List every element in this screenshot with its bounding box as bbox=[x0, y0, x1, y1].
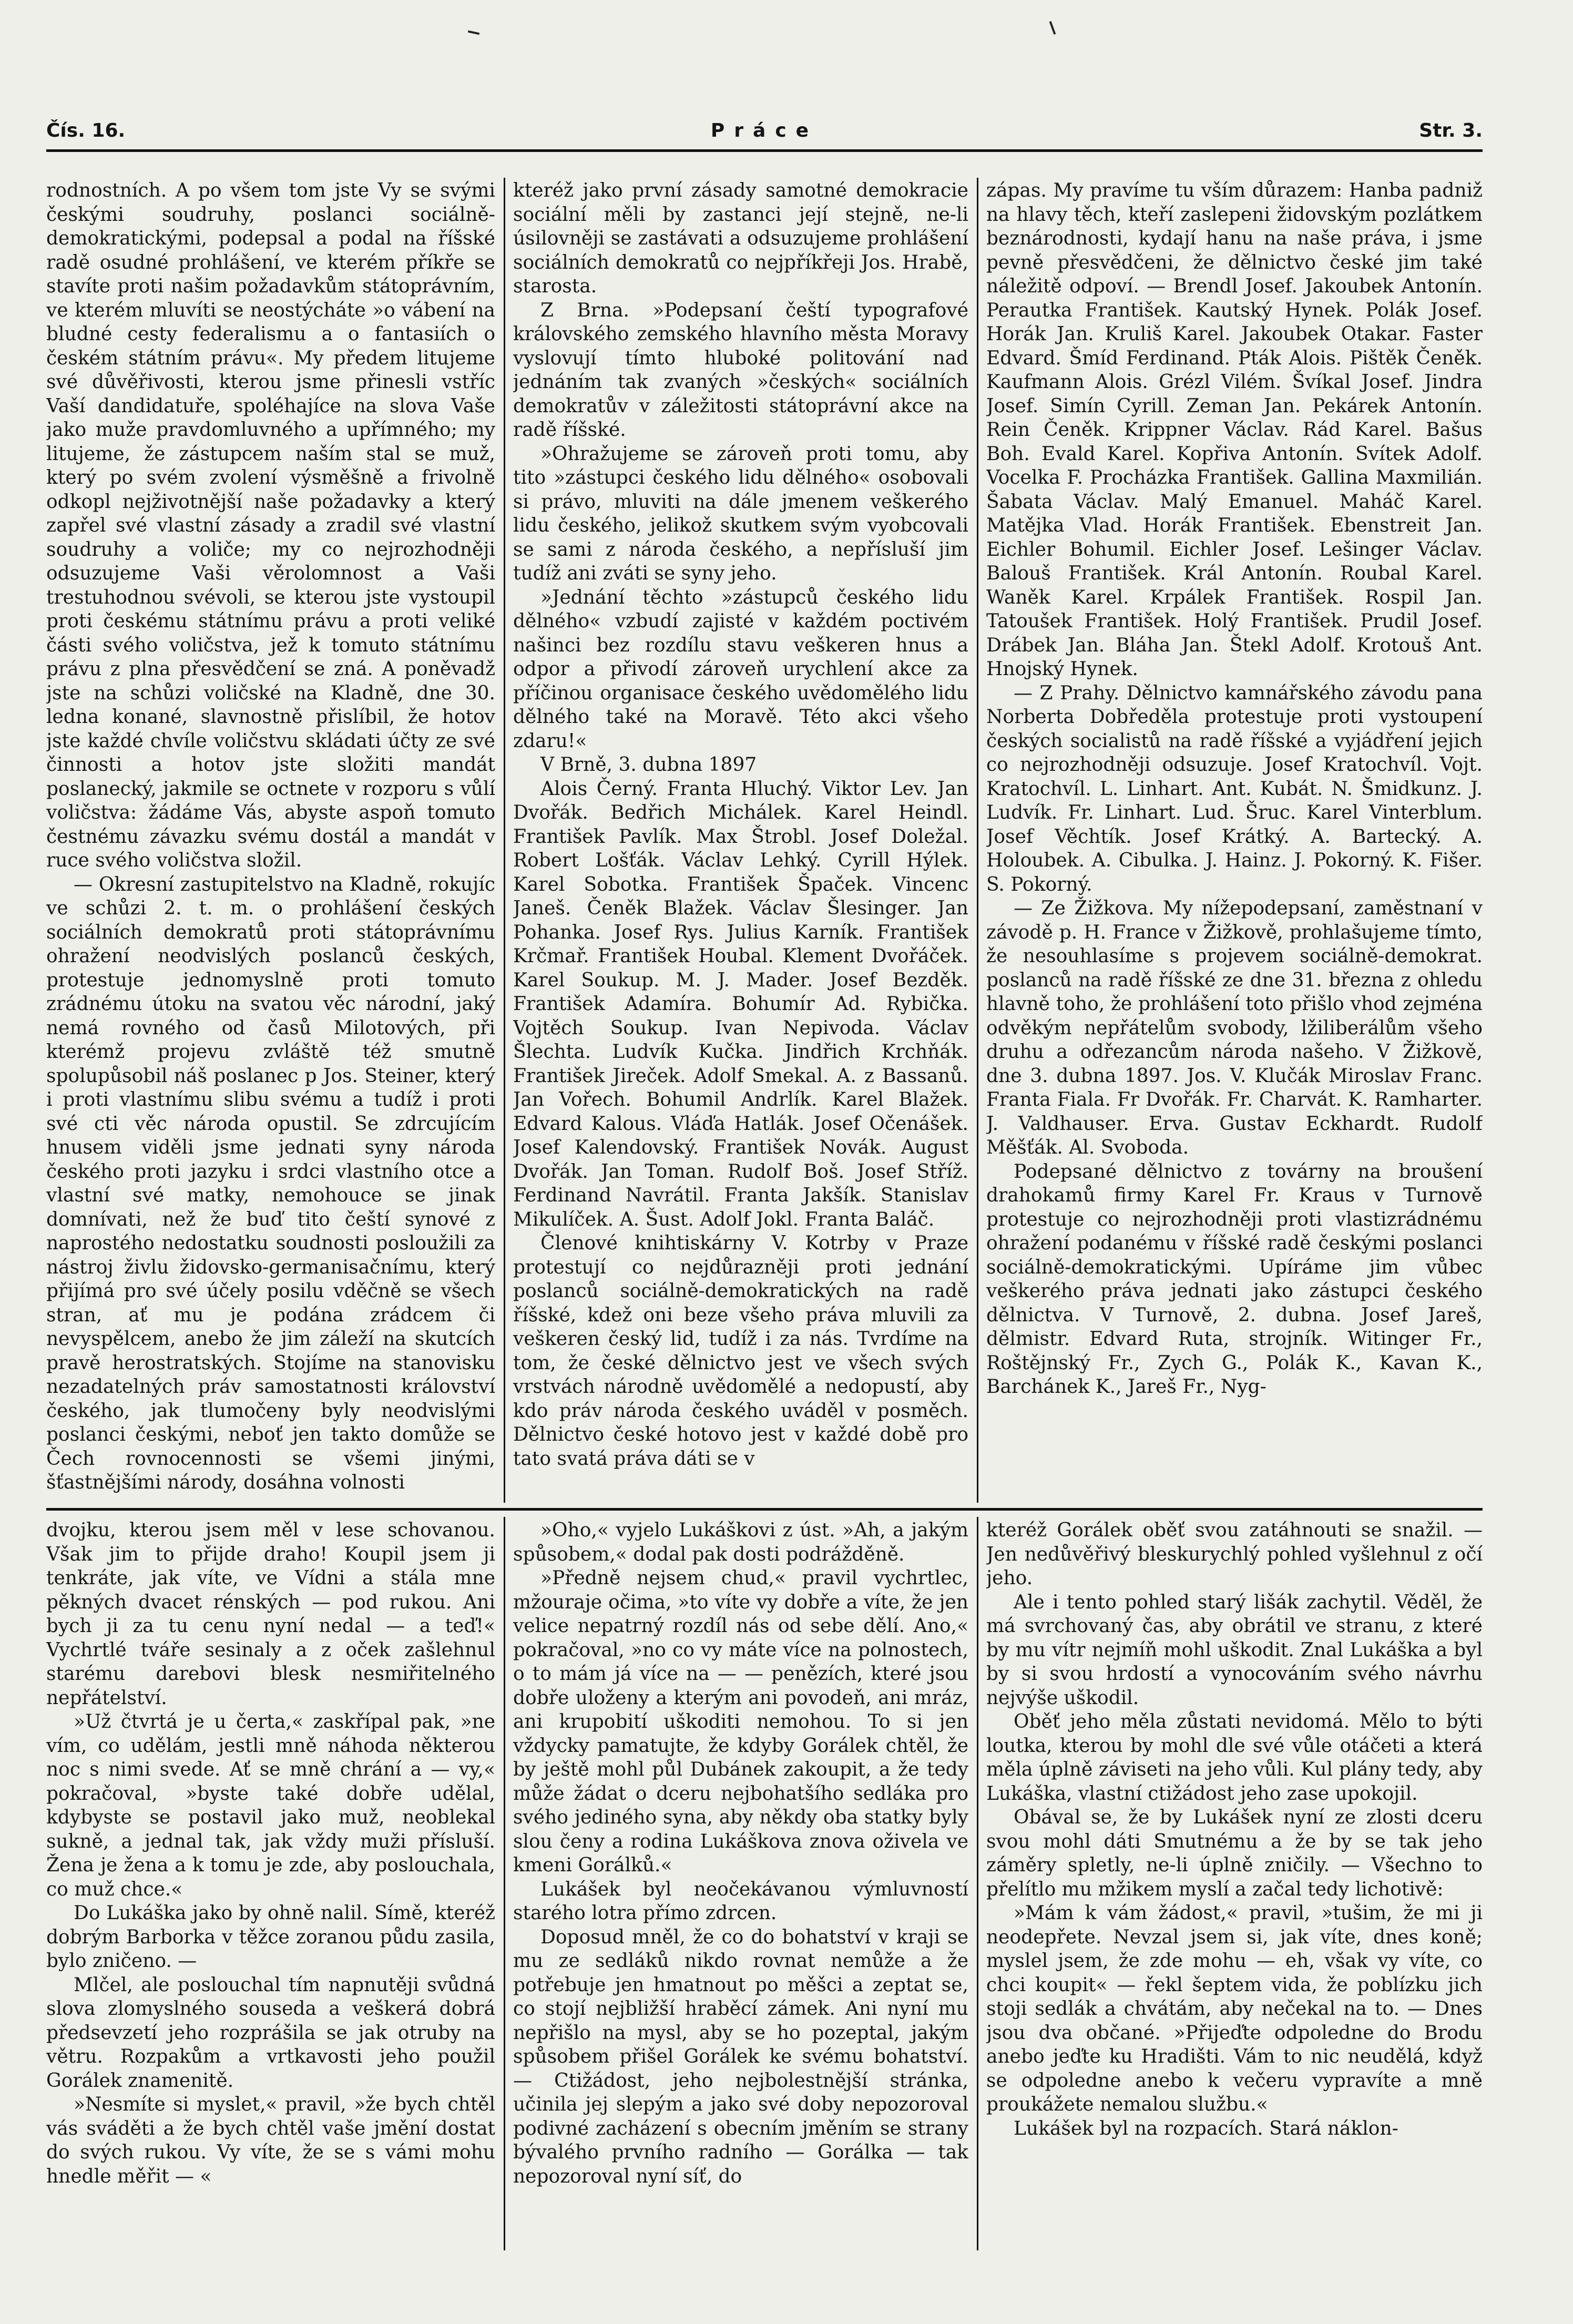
paragraph: Ale i tento pohled starý lišák zachytil. Věděl, že má svrchovaný čas, aby obrátil ve stranu, z které by mu vítr nejmíň mohl uškodit. Znal Lukáška a byl by si svou hrdostí a vynocováním svého návrhu nejvýše uškodil. bbox=[986, 1591, 1483, 1709]
newspaper-title: Práce bbox=[710, 120, 819, 141]
paragraph: »Předně nejsem chud,« pravil vychrtlec, mžouraje očima, »to víte vy dobře a víte, že jen velice nepatrný rozdíl nás od sebe dělí. Ano,« pokračoval, »no co vy máte více na polnostech, o to mám já více na — — penězích, které jsou dobře uloženy a kterým ani povodeň, ani mráz, ani krupobití uškoditi nemohou. To si jen vždycky pamatujte, že kdyby Gorálek chtěl, že by ještě mohl půl Dubánek zakoupit, a že tedy může žádat o dceru nejbohatšího sedláka pro svého jediného syna, aby někdy oba statky byly slou čeny a rodina Lukáškova znova oživela ve kmeni Gorálků.« bbox=[513, 1567, 968, 1876]
paragraph: Z Brna. »Podepsaní čeští typografové královského zemského hlavního města Moravy vyslovují tímto hluboké politování nad jednáním tak zvaných »českých« sociálních demokratův v záležitosti státoprávní akce na radě říšské. bbox=[513, 299, 968, 441]
paragraph: rodnostních. A po všem tom jste Vy se svými českými soudruhy, poslanci sociálně-demokratickými, podepsal a podal na říšské radě osudné prohlášení, ve kterém příkře se stavíte proti našim požadavkům státoprávním, ve kterém mluvíti se neostýcháte »o vábení na bludné cesty federalismu a o fantasiích o českém státním právu«. My předem litujeme své důvěřivosti, kterou jsme přinesli vstříc Vaší dandidatuře, spoléhajíce na slova Vaše jako muže pravdomluvného a upřímného; my litujeme, že zástupcem naším stal se muž, který po svém zvolení výsměšně a frivolně odkopl nejživotnější naše požadavky a který zapřel své vlastní zásady a zradil své vlastní soudruhy a voliče; my co nejrozhodněji odsuzujeme Vaši věrolomnost a Vaši trestuhodnou svévoli, se kterou jste vystoupil proti českému státnímu právu a proti veliké části svého voličstva, jež k tomuto státnímu právu z plna přesvědčení se zná. A poněvadž jste na schůzi voličské na Kladně, dne 30. ledna konané, slavnostně přislíbil, že hotov jste každé chvíle voličstvu skládati účty ze své činnosti a hotov jste složiti mandát poslanecký, jakmile se octnete v rozporu s vůlí voličstva: žádáme Vás, abyste aspoň tomuto čestnému závazku svému dostál a mandát v ruce svého voličstva složil. bbox=[46, 180, 495, 871]
paragraph: — Ze Žižkova. My nížepodepsaní, zaměstnaní v závodě p. H. France v Žižkově, prohlašujeme tímto, že nesouhlasíme s projevem sociálně-demokrat. poslanců na radě říšské ze dne 31. března z ohledu hlavně toho, že prohlášení toto přišlo vhod zejména odvěkým nepřátelům svobody, lžiliberálům všeho druhu a odřezancům národa našeho. V Žižkově, dne 3. dubna 1897. Jos. V. Klučák Miroslav Franc. Franta Fiala. Fr Dvořák. Fr. Charvát. K. Ramharter. J. Valdhauser. Erva. Gustav Eckhardt. Rudolf Měšťák. Al. Svoboda. bbox=[986, 898, 1483, 1158]
paragraph: Oběť jeho měla zůstati nevidomá. Mělo to býti loutka, kterou by mohl dle své vůle otáčeti a která měla úplně záviseti na jeho vůli. Kul plány tedy, aby Lukáška, vlastní ctižádost jeho zase upokojil. bbox=[986, 1711, 1483, 1805]
paragraph: »Mám k vám žádost,« pravil, »tušim, že mi ji neodepřete. Nevzal jsem si, jak víte, dnes koně; myslel jsem, že zde mohu — eh, však vy víte, co chci koupit« — řekl šeptem vida, že poblízku jich stoji sedlák a chvátám, aby nečekal na to. — Dnes jsou dva občané. »Přijeďte odpoledne do Brodu anebo jeďte ku Hradišti. Vám to nic neudělá, když se odpoledne anebo k večeru vypravíte a mně proukážete nemalou službu.« bbox=[986, 1902, 1483, 2115]
paragraph: zápas. My pravíme tu vším důrazem: Hanba padniž na hlavy těch, kteří zaslepeni židovským pozlátkem beznárodnosti, kydají hanu na naše práva, i jsme pevně přesvědčeni, že dělnictvo české jim také náležitě odpoví. — Brendl Josef. Jakoubek Antonín. Perautka František. Kautský Hynek. Polák Josef. Horák Jan. Kruliš Karel. Jakoubek Otakar. Faster Edvard. Šmíd Ferdinand. Pták Alois. Pištěk Čeněk. Kaufmann Alois. Grézl Vilém. Švíkal Josef. Jindra Josef. Simín Cyrill. Zeman Jan. Pekárek Antonín. Rein Čeněk. Krippner Václav. Rád Karel. Bašus Boh. Evald Karel. Kopřiva Antonín. Svítek Adolf. Vocelka F. Procházka František. Gallina Maxmilián. Šabata Václav. Malý Emanuel. Maháč Karel. Matějka Vlad. Horák František. Ebenstreit Jan. Eichler Bohumil. Eichler Josef. Lešinger Václav. Balouš František. Král Antonín. Roubal Karel. Waněk Karel. Krpálek František. Rospil Jan. Tatoušek František. Holý František. Prudil Josef. Drábek Jan. Bláha Jan. Štekl Adolf. Krotouš Ant. Hnojský Hynek. bbox=[986, 180, 1483, 680]
paragraph: Alois Černý. Franta Hluchý. Viktor Lev. Jan Dvořák. Bedřich Michálek. Karel Heindl. František Pavlík. Max Štrobl. Josef Doležal. Robert Lošťák. Václav Lehký. Cyrill Hýlek. Karel Sobotka. František Špaček. Vincenc Janeš. Čeněk Blažek. Václav Šlesinger. Jan Pohanka. Josef Rys. Julius Karník. František Krčmař. František Houbal. Klement Dvořáček. Karel Soukup. M. J. Mader. Josef Bezděk. František Adamíra. Bohumír Ad. Rybička. Vojtěch Soukup. Ivan Nepivoda. Václav Šlechta. Ludvík Kučka. Jindřich Krchňák. František Jireček. Adolf Smekal. A. z Bassanů. Jan Vořech. Bohumil Andrlík. Karel Blažek. Edvard Kalous. Vláďa Hatlák. Josef Očenášek. Josef Kalendovský. František Novák. August Dvořák. Jan Toman. Rudolf Boš. Josef Stříž. Ferdinand Navrátil. Franta Jakšík. Stanislav Mikulíček. A. Šust. Adolf Jokl. Franta Baláč. bbox=[513, 778, 968, 1230]
news-column-1 bbox=[46, 179, 495, 1499]
story-column-1 bbox=[46, 1518, 495, 2249]
page-header bbox=[46, 120, 1483, 146]
column-divider bbox=[504, 178, 505, 1503]
paragraph: »Oho,« vyjelo Lukáškovi z úst. »Ah, a jakým spůsobem,« dodal pak dosti podrážděně. bbox=[513, 1520, 968, 1565]
paragraph: V Brně, 3. dubna 1897 bbox=[540, 754, 757, 776]
paragraph: — Okresní zastupitelstvo na Kladně, rokujíc ve schůzi 2. t. m. o prohlášení českých sociálních demokratů proti státoprávnímu ohražení neodvislých poslanců českých, protestuje jednomyslně proti tomuto zrádnému útoku na svatou věc národní, jaký nemá rovného od časů Milotových, při kterémž projevu zvláště též smutně spolupůsobil náš poslanec p Jos. Steiner, který i proti vlastnímu slibu svému a tudíž i proti své cti věc národa opustil. Se zdrcujícím hnusem viděli jsme jednati syny národa českého proti jazyku i srdci vlastního otce a vlastní své matky, nemohouce se jinak domnívati, než že buď tito čeští synové z naprostého nedostatku soudnosti posloužili za nástroj živlu židovsko-germanisačnímu, který přijímá pro své účely posilu vděčně se všech stran, ať mu je podána zrádcem či nevyspělcem, anebo že jim záleží na skutcích pravě herostratských. Stojíme na stanovisku nezadatelných práv samostatnosti království českého, jak tlumočeny byly neodvislými poslanci českými, neboť jen takto domůže se Čech rovnocennosti se všemi jinými, šťastnějšími národy, dosáhna volnosti bbox=[46, 873, 495, 1493]
scan-mark bbox=[468, 30, 479, 35]
paragraph: »Ohražujeme se zároveň proti tomu, aby tito »zástupci českého lidu dělného« osobovali si právo, mluviti na dále jmenem veškerého lidu českého, jelikož skutkem svým vyobcovali se sami z národa českého, a nepřísluší jim tudíž ani zváti se syny jeho. bbox=[513, 443, 968, 584]
header-rule bbox=[46, 149, 1483, 152]
paragraph: Lukášek byl neočekávanou výmluvností starého lotra přímo zdrcen. bbox=[513, 1878, 968, 1924]
page-number: Str. 3. bbox=[1419, 120, 1483, 141]
column-divider bbox=[504, 1517, 505, 2250]
paragraph: kteréž Gorálek oběť svou zatáhnouti se snažil. — Jen nedůvěřivý bleskurychlý pohled vyšlehnul z očí jeho. bbox=[986, 1520, 1483, 1589]
paragraph: Mlčel, ale poslouchal tím napnutěji svůdná slova zlomyslného souseda a veškerá dobrá předsevzetí jeho rozprášila se jak otruby na větru. Rozpakům a vrtkavosti jeho použil Gorálek znamenitě. bbox=[46, 1974, 495, 2092]
paragraph: »Nesmíte si myslet,« pravil, »že bych chtěl vás sváděti a že bych chtěl vaše jmění dostat do svých rukou. Vy víte, že se s vámi mohu hnedle měřit — « bbox=[46, 2094, 495, 2187]
news-column-3 bbox=[986, 179, 1483, 1499]
column-divider bbox=[977, 1517, 978, 2250]
paragraph: dvojku, kterou jsem měl v lese schovanou. Však jim to přijde draho! Koupil jsem ji tenkráte, jak víte, ve Vídni a stála mne pěkných dvacet rénských — pod rukou. Ani bych ji za tu cenu nyní nedal — a teď!« Vychrtlé tváře sesinaly a z oček zašlehnul starému darebovi blesk nesmiřitelného nepřátelství. bbox=[46, 1520, 495, 1709]
paragraph: — Z Prahy. Dělnictvo kamnářského závodu pana Norberta Dobředěla protestuje proti vystoupení českých socialistů na radě říšské a vyjádření jejich co nejrozhodněji odsuzuje. Josef Kratochvíl. Vojt. Kratochvíl. L. Linhart. Ant. Kubát. N. Šmidkunz. J. Ludvík. Fr. Linhart. Lud. Šruc. Karel Vinterblum. Josef Věchtík. Josef Krátký. A. Bartecký. A. Holoubek. A. Cibulka. J. Hainz. J. Pokorný. K. Fišer. S. Pokorný. bbox=[986, 682, 1483, 895]
story-column-3 bbox=[986, 1518, 1483, 2249]
paragraph: Členové knihtiskárny V. Kotrby v Praze protestují co nejdůrazněji proti jednání poslanců sociálně-demokratických na radě říšské, kdež oni beze všeho práva mluvili za veškeren český lid, tudíž i za nás. Tvrdíme na tom, že české dělnictvo jest ve všech svých vrstvách národně uvědomělé a nedopustí, aby kdo práv národa českého uváděl v posměch. Dělnictvo české hotovo jest v každé době pro tato svatá práva dáti se v bbox=[513, 1232, 968, 1470]
paragraph: Lukášek byl na rozpacích. Stará náklon- bbox=[1014, 2117, 1398, 2139]
paragraph: »Už čtvrtá je u čerta,« zaskřípal pak, »ne vím, co udělám, jestli mně náhoda některou noc s nimi svede. Ať se mně chrání a — vy,« pokračoval, »byste také dobře udělal, kdybyste se postavil jako muž, neoblekal sukně, a jednal tak, jak vždy muži přísluší. Žena je žena a k tomu je zde, aby poslouchala, co muž chce.« bbox=[46, 1711, 495, 1900]
paragraph: Do Lukáška jako by ohně nalil. Símě, kteréž dobrým Barborka v těžce zoranou půdu zasila, bylo zničeno. — bbox=[46, 1902, 495, 1972]
paragraph: kteréž jako první zásady samotné demokracie sociální měli by zastanci její stejně, ne-li úsilovněji se zastávati a odsuzujeme prohlášení sociálních demokratů co nejpříkřeji Jos. Hrabě, starosta. bbox=[513, 180, 968, 297]
paragraph: Obával se, že by Lukášek nyní ze zlosti dceru svou mohl dáti Smutnému a že by se tak jeho záměry spletly, ne-li úplně zničily. — Všechno to přelítlo mu mžikem myslí a začal tedy lichotivě: bbox=[986, 1807, 1483, 1900]
news-column-2 bbox=[513, 179, 968, 1499]
story-column-2 bbox=[513, 1518, 968, 2249]
paragraph: Doposud mněl, že co do bohatství v kraji se mu ze sedláků nikdo rovnat nemůže a že potřebuje jen hmatnout po měšci a zeptat se, co stojí nejbližší hraběcí zámek. Ani nyní mu nepřišlo na mysl, aby se ho pozeptal, jakým spůsobem přišel Gorálek ke svému bohatství. — Ctižádost, jeho nejbolestnější stránka, učinila jej slepým a jako své doby nepozoroval podivné zacházení s obecním jměním se strany bývalého prvního radního — Gorálka — tak nepozoroval nyní síť, do bbox=[513, 1926, 968, 2187]
section-rule bbox=[46, 1508, 1483, 1511]
issue-number: Čís. 16. bbox=[46, 120, 126, 141]
scan-mark bbox=[1049, 21, 1056, 35]
paragraph: Podepsané dělnictvo z továrny na broušení drahokamů firmy Karel Fr. Kraus v Turnově protestuje co nejrozhodněji proti vlastizrádnému ohražení podanému v říšské radě českými poslanci sociálně-demokratickými. Upíráme jim vůbec veškerého práva jednati jako zástupci českého dělnictva. V Turnově, 2. dubna. Josef Jareš, dělmistr. Edvard Ruta, strojník. Witinger Fr., Roštějnský Fr., Zych G., Polák K., Kavan K., Barchánek K., Jareš Fr., Nyg- bbox=[986, 1160, 1483, 1398]
column-divider bbox=[977, 178, 978, 1503]
paragraph: »Jednání těchto »zástupců českého lidu dělného« vzbudí zajisté v každém poctivém našinci bez rozdílu stavu veškeren hnus a odpor a přivodí zároveň urychlení akce za příčinou organisace českého uvědomělého lidu dělného také na Moravě. Této akci všeho zdaru!« bbox=[513, 586, 968, 752]
